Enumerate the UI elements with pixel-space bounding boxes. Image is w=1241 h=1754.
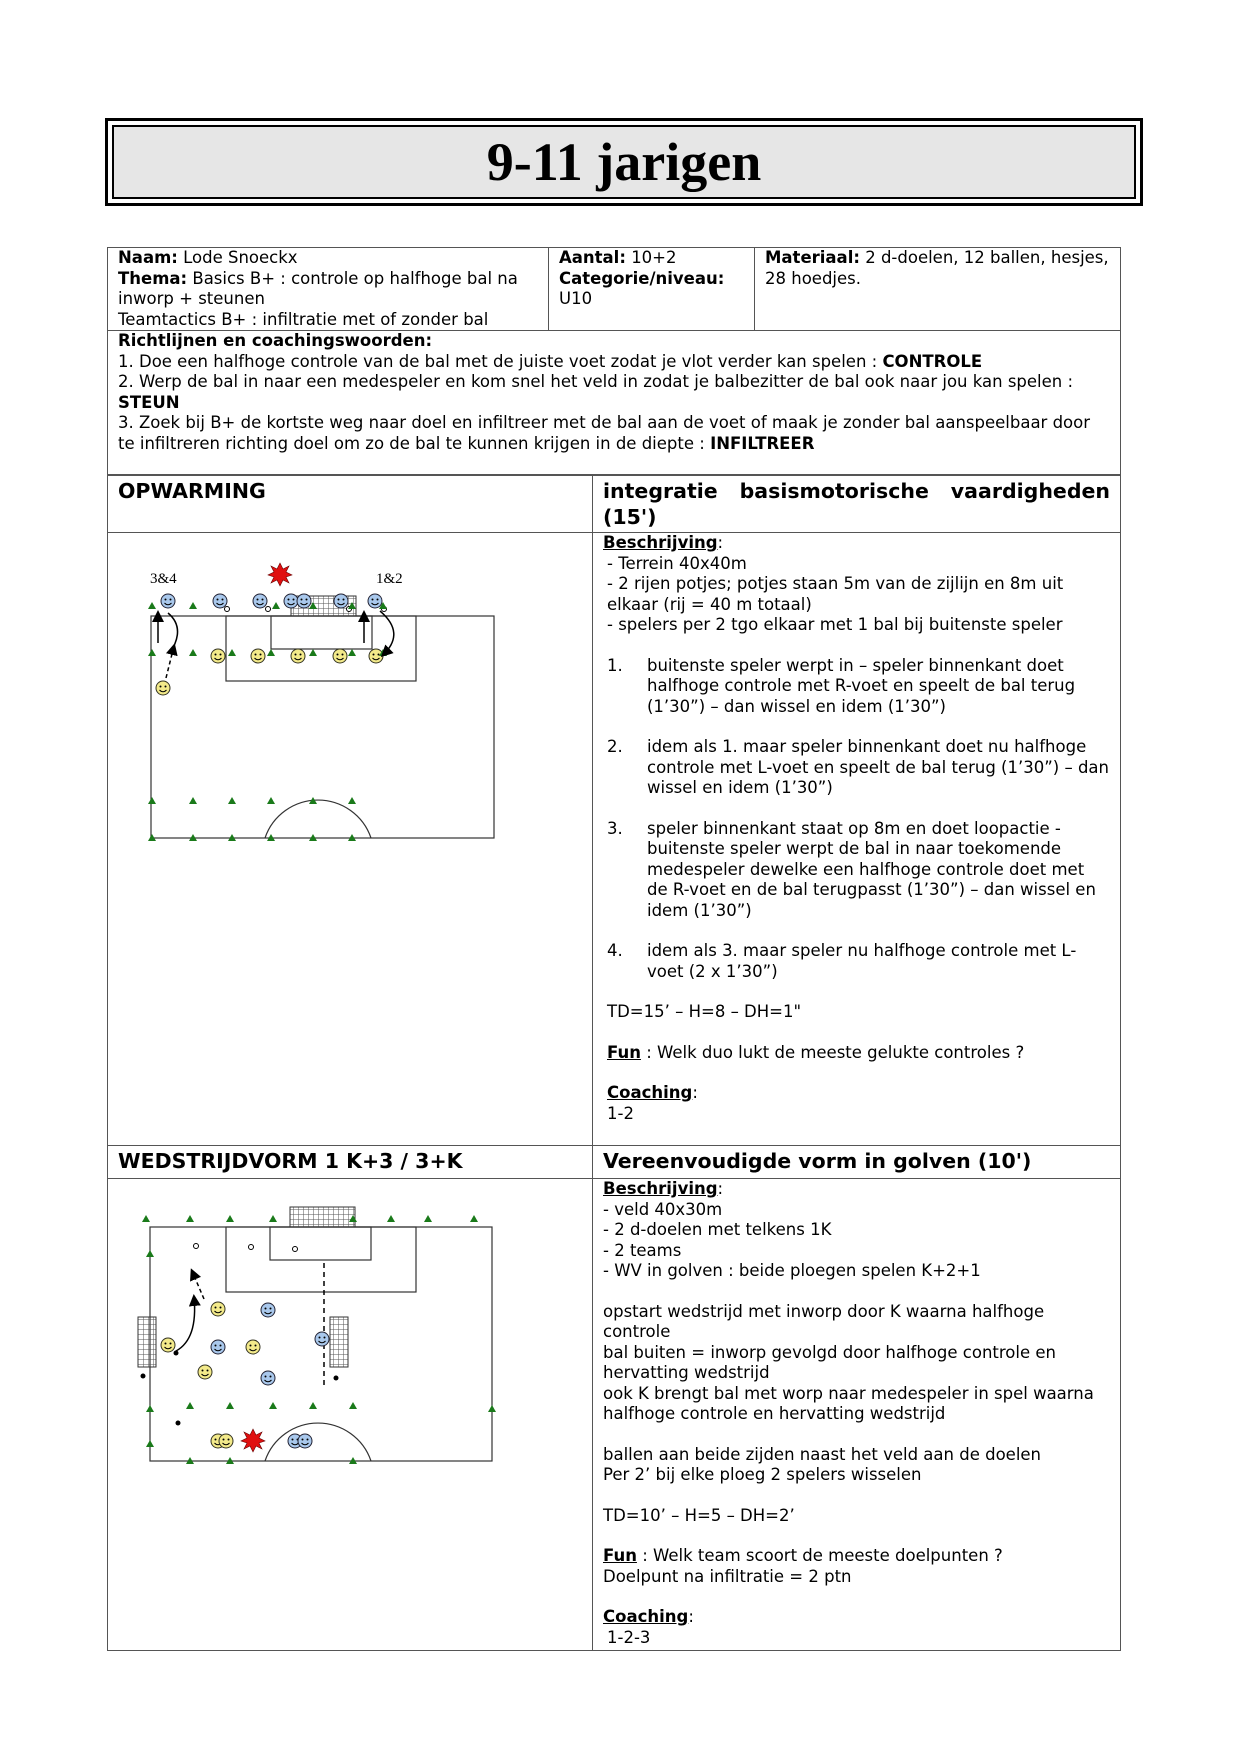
aantal-label: Aantal: [559,248,626,267]
richtlijn-1: 1. Doe een halfhoge controle van de bal met de juiste voet zodat je vlot verder kan spelen : CONTROLE [118,351,983,371]
referee-icon-2 [241,1429,265,1452]
diagram-label-left: 3&4 [150,571,177,587]
wedstrijdvorm-td: TD=10’ – H=5 – DH=2’ [603,1505,795,1525]
opwarming-steps [603,656,1110,983]
richtlijn-2: 2. Werp de bal in naar een medespeler en kom snel het veld in zodat je balbezitter de bal ook naar jou kan spelen : STEUN [118,372,1074,412]
naam-label: Naam: [118,248,178,267]
referee-icon [268,563,292,586]
opwarming-diagram [108,533,592,873]
opwarming-diagram-cell [108,533,593,1146]
opwarming-beschrijving-label: Beschrijving [603,533,718,552]
info-naam-thema-cell [108,248,549,331]
diagram-label-right: 1&2 [376,571,403,587]
opwarming-step-4: 4. idem als 3. maar speler nu halfhoge controle met L-voet (2 x 1’30”) [607,941,1077,981]
categorie-value: U10 [559,289,593,308]
info-table [107,247,1121,475]
opwarming-coaching-value: 1-2 [607,1103,634,1123]
richtlijn-3: 3. Zoek bij B+ de kortste weg naar doel en infiltreer met de bal aan de voet of maak je zonder bal aanspeelbaar door te infiltreren richting doel om zo de bal te kunnen krijgen in de diepte : INFILTREER [118,413,1091,453]
page-title: 9-11 jarigen [486,132,762,192]
info-aantal-cell [549,248,755,331]
wedstrijdvorm-desc2: opstart wedstrijd met inworp door K waarna halfhoge controle bal buiten = inworp gevolgd door halfhoge controle en hervatting wedstrijd ook K brengt bal met worp naar medespeler in spel waarna halfhoge controle en hervatting wedstrijd [603,1301,1094,1423]
exercises-table [107,475,1121,1651]
aantal-value: 10+2 [631,248,677,267]
title-inner [112,125,1136,199]
categorie-label: Categorie/niveau: [559,268,725,288]
opwarming-desc: - Terrein 40x40m - 2 rijen potjes; potjes staan 5m van de zijlijn en 8m uit elkaar (rij = 40 m totaal) - spelers per 2 tgo elkaar met 1 bal bij buitenste speler [607,553,1064,634]
wedstrijdvorm-fun: Fun : Welk team scoort de meeste doelpunten ? [603,1546,1003,1565]
info-materiaal-cell [755,248,1121,331]
opwarming-description-cell: Beschrijving: - Terrein 40x40m - 2 rijen potjes; potjes staan 5m van de zijlijn en 8m uit elkaar (rij = 40 m totaal) - spelers per 2 tgo elkaar met 1 bal bij buitenste speler 1. buitenste speler werpt in – speler binnenkant doet halfhoge controle met R-voet en speelt de bal terug (1’30”) – dan wissel en idem (1’30”) 2. idem als 1. maar speler binnenkant doet nu halfhoge controle met L-voet en speelt de bal terug (1’30”) – dan wissel en idem (1’30”) 3. speler binnenkant staat op 8m en doet loopactie - buitenste speler werpt de bal in naar toekomende medespeler dewelke een halfhoge controle doet met de R-voet en de bal terugpasst (1’30”) – dan wissel en idem (1’30”) 4. idem als 3. maar speler nu halfhoge controle met L-voet (2 x 1’30”) TD=15’ – H=8 – DH=1" Fun : Welk duo lukt de meeste gelukte controles ? Coaching: 1-2 [593,533,1121,1146]
wedstrijdvorm-desc1: - veld 40x30m - 2 d-doelen met telkens 1K - 2 teams - WV in golven : beide ploegen spelen K+2+1 [603,1199,981,1280]
session-sheet [107,247,1121,1651]
opwarming-step-2: 2. idem als 1. maar speler binnenkant doet nu halfhoge controle met L-voet en speelt de bal terug (1’30”) – dan wissel en idem (1’30”) [607,737,1109,797]
richtlijnen-heading: Richtlijnen en coachingswoorden: [118,331,433,350]
materiaal-label: Materiaal: [765,248,860,267]
thema-value: Basics B+ : controle op halfhoge bal na inworp + steunen [118,268,518,308]
wedstrijdvorm-coaching-value: 1-2-3 [607,1627,651,1647]
naam-value: Lode Snoeckx [183,248,298,267]
teamtactics-text: Teamtactics B+ : infiltratie met of zonder bal [118,309,489,329]
wedstrijdvorm-diagram-cell [108,1179,593,1651]
wedstrijdvorm-subtitle: Vereenvoudigde vorm in golven (10') [593,1146,1121,1179]
opwarming-title: OPWARMING [108,476,593,533]
wedstrijdvorm-fun-extra: Doelpunt na infiltratie = 2 ptn [603,1566,852,1586]
opwarming-coaching: Coaching: [607,1083,698,1102]
wedstrijdvorm-title: WEDSTRIJDVORM 1 K+3 / 3+K [108,1146,593,1179]
richtlijnen-cell [108,331,1121,475]
thema-label: Thema: [118,268,188,288]
opwarming-fun: Fun : Welk duo lukt de meeste gelukte controles ? [607,1042,1025,1062]
opwarming-subtitle: integratie basismotorische vaardigheden (15') [593,476,1121,533]
opwarming-step-3: 3. speler binnenkant staat op 8m en doet loopactie - buitenste speler werpt de bal in naar toekomende medespeler dewelke een halfhoge controle doet met de R-voet en de bal terugpasst (1’30”) – dan wissel en idem (1’30”) [607,818,1096,920]
title-box [105,118,1143,206]
opwarming-step-1: 1. buitenste speler werpt in – speler binnenkant doet halfhoge controle met R-voet en speelt de bal terug (1’30”) – dan wissel en idem (1’30”) [607,655,1076,716]
wedstrijdvorm-description-cell: Beschrijving: - veld 40x30m - 2 d-doelen met telkens 1K - 2 teams - WV in golven : beide ploegen spelen K+2+1 opstart wedstrijd met inworp door K waarna halfhoge controle bal buiten = inworp gevolgd door halfhoge controle en hervatting wedstrijd ook K brengt bal met worp naar medespeler in spel waarna halfhoge controle en hervatting wedstrijd ballen aan beide zijden naast het veld aan de doelen Per 2’ bij elke ploeg 2 spelers wisselen TD=10’ – H=5 – DH=2’ Fun : Welk team scoort de meeste doelpunten ? Doelpunt na infiltratie = 2 ptn Coaching: 1-2-3 [593,1179,1121,1651]
opwarming-td: TD=15’ – H=8 – DH=1" [607,1002,802,1021]
materiaal-value: 2 d-doelen, 12 ballen, hesjes, 28 hoedjes. [765,248,1109,288]
wedstrijdvorm-desc3: ballen aan beide zijden naast het veld aan de doelen Per 2’ bij elke ploeg 2 spelers wisselen [603,1444,1042,1484]
wedstrijdvorm-beschrijving-label: Beschrijving [603,1179,718,1198]
wedstrijdvorm-diagram [108,1179,592,1479]
wedstrijdvorm-coaching: Coaching: [603,1607,694,1626]
